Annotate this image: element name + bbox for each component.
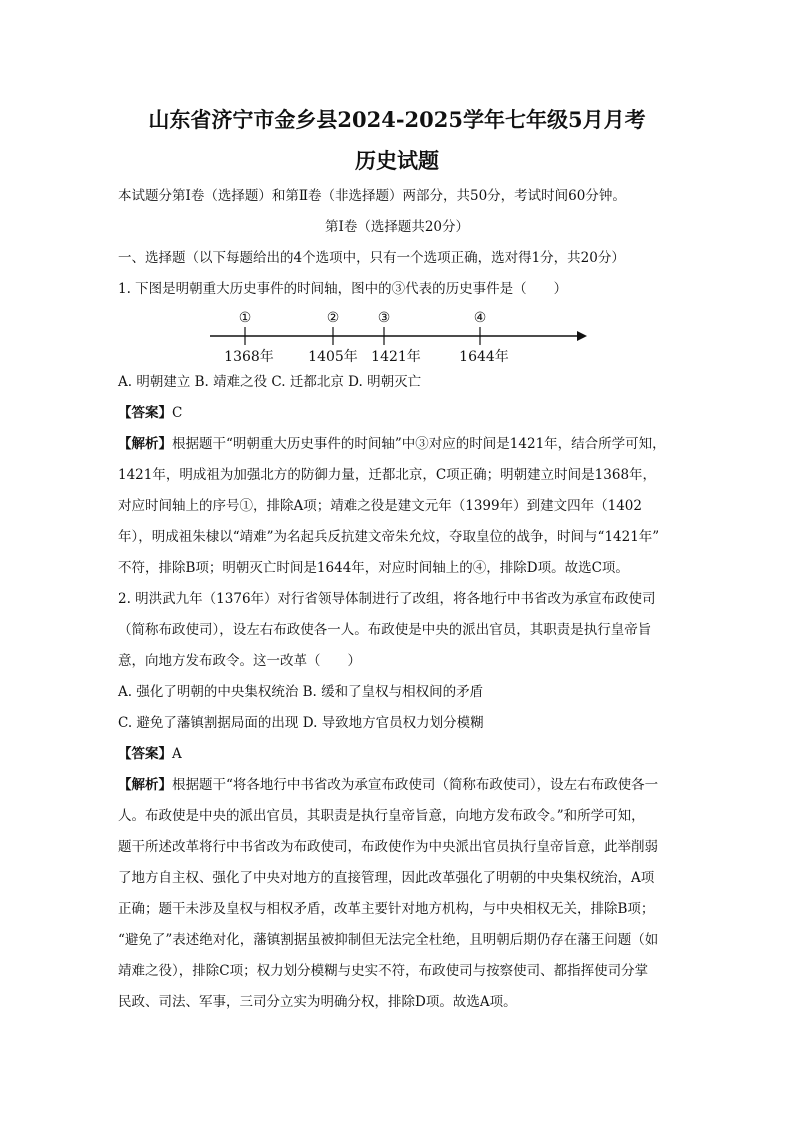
q1-analysis-line: 年），明成祖朱棣以“靖难”为名起兵反抗建文帝朱允炆，夺取皇位的战争，时间与“1421年” — [118, 529, 660, 545]
q2-analysis-line: 靖难之役），排除C项；权力划分模糊与史实不符，布政使司与按察使司、都指挥使司分掌 — [118, 963, 649, 979]
section-instructions: 一、选择题（以下每题给出的4个选项中，只有一个选项正确，选对得1分，共20分） — [118, 250, 625, 266]
analysis-text: 根据题干“将各地行中书省改为承宣布政使司（简称布政使司），设左右布政使各一 — [172, 777, 659, 793]
q2-analysis-line: 民政、司法、军事，三司分立实为明确分权，排除D项。故选A项。 — [118, 994, 517, 1010]
q2-analysis-line: 了地方自主权、强化了中央对地方的直接管理，因此改革强化了明朝的中央集权统治，A项 — [118, 870, 655, 886]
q2-stem-line: （简称布政使司），设左右布政使各一人。布政使是中央的派出官员，其职责是执行皇帝旨 — [118, 622, 652, 638]
q1-stem: 1. 下图是明朝重大历史事件的时间轴，图中的③代表的历史事件是（ ） — [118, 281, 568, 297]
answer-value: A — [172, 746, 182, 762]
timeline-marker-4: ④ — [473, 310, 487, 326]
answer-tag: 【答案】 — [118, 405, 172, 421]
page-subtitle: 历史试题 — [355, 148, 439, 173]
intro-text: 本试题分第Ⅰ卷（选择题）和第Ⅱ卷（非选择题）两部分，共50分，考试时间60分钟。 — [118, 188, 626, 204]
q1-analysis-line: 对应时间轴上的序号①，排除A项；靖难之役是建文元年（1399年）到建文四年（1402 — [118, 498, 642, 514]
q2-options-line: C. 避免了藩镇割据局面的出现 D. 导致地方官员权力划分模糊 — [118, 715, 484, 731]
q1-analysis-line: 不符，排除B项；明朝灭亡时间是1644年，对应时间轴上的④，排除D项。故选C项。 — [118, 560, 629, 576]
q2-stem-line: 2. 明洪武九年（1376年）对行省领导体制进行了改组，将各地行中书省改为承宣布政使司 — [118, 591, 656, 607]
timeline-figure — [205, 303, 595, 369]
q2-analysis-line: “避免了”表述绝对化，藩镇割据虽被抑制但无法完全杜绝，且明朝后期仍存在藩王问题（如 — [118, 932, 659, 948]
q2-stem-line: 意，向地方发布政令。这一改革（ ） — [118, 653, 361, 669]
q1-analysis-line: 1421年，明成祖为加强北方的防御力量，迁都北京，C项正确；明朝建立时间是1368年， — [118, 467, 657, 483]
answer-value: C — [172, 405, 183, 421]
analysis-tag: 【解析】 — [118, 777, 172, 793]
timeline-marker-1: ① — [238, 310, 252, 326]
timeline-year-4: 1644年 — [459, 349, 509, 365]
timeline-year-2: 1405年 — [308, 349, 358, 365]
q2-options-line: A. 强化了明朝的中央集权统治 B. 缓和了皇权与相权间的矛盾 — [118, 684, 484, 700]
q1-timeline — [205, 303, 595, 369]
analysis-text: 根据题干“明朝重大历史事件的时间轴”中③对应的时间是1421年，结合所学可知， — [172, 436, 666, 452]
timeline-arrow — [577, 331, 587, 341]
q2-analysis-line: 正确；题干未涉及皇权与相权矛盾，改革主要针对地方机构，与中央相权无关，排除B项； — [118, 901, 655, 917]
q2-analysis-line — [118, 775, 658, 795]
answer-tag: 【答案】 — [118, 746, 172, 762]
q2-analysis-line: 人。布政使是中央的派出官员，其职责是执行皇帝旨意，向地方发布政令。”和所学可知， — [118, 808, 645, 824]
timeline-year-3: 1421年 — [371, 349, 421, 365]
timeline-marker-3: ③ — [377, 310, 391, 326]
section-title: 第Ⅰ卷（选择题共20分） — [324, 219, 469, 235]
q1-analysis-line — [118, 434, 666, 454]
page-title: 山东省济宁市金乡县2024-2025学年七年级5月月考 — [148, 107, 646, 132]
q1-options: A. 明朝建立 B. 靖难之役 C. 迁都北京 D. 明朝灭亡 — [118, 374, 422, 390]
q1-answer — [118, 403, 182, 423]
timeline-marker-2: ② — [326, 310, 340, 326]
analysis-tag: 【解析】 — [118, 436, 172, 452]
q2-answer — [118, 744, 182, 764]
timeline-year-1: 1368年 — [224, 349, 274, 365]
q2-analysis-line: 题干所述改革将行中书省改为布政使司，布政使作为中央派出官员执行皇帝旨意，此举削弱 — [118, 839, 658, 855]
